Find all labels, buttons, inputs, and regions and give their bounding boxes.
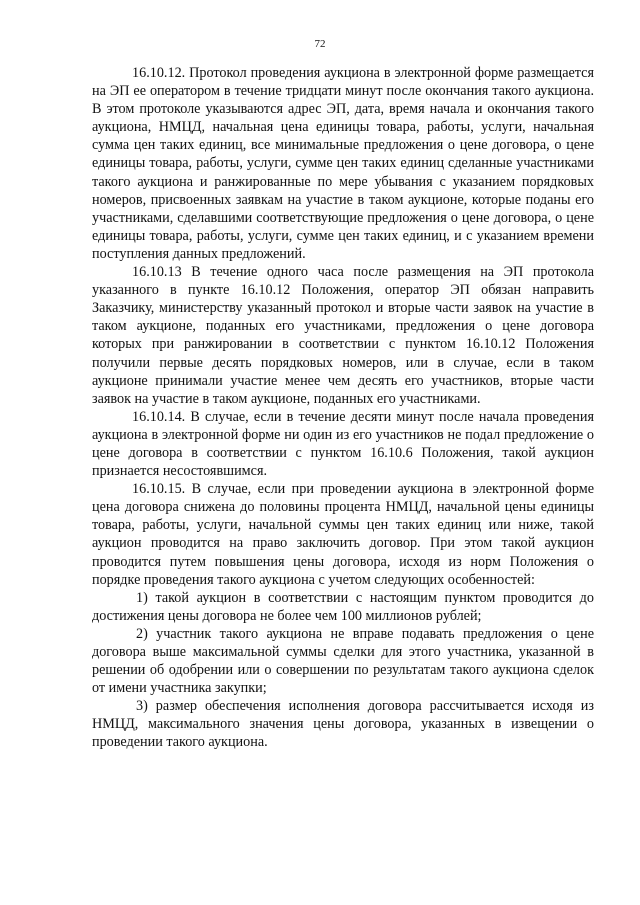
- document-body: [92, 64, 594, 752]
- page-number: 72: [314, 38, 326, 50]
- paragraph-16-10-13: 16.10.13 В течение одного часа после размещения на ЭП протокола указанного в пункте 16.10.12 Положения, оператор ЭП обязан направить Заказчику, министерству указанный протокол и вторые части заявок на участие в таком аукционе, поданных его участниками, предложения о цене договора которых при ранжировании в соответствии с пунктом 16.10.12 Положения получили первые десять порядковых номеров, или в случае, если в таком аукционе принимали участие менее чем десять его участников, вторые части заявок на участие в таком аукционе, поданных его участниками.: [92, 264, 594, 407]
- paragraph-16-10-12: 16.10.12. Протокол проведения аукциона в электронной форме размещается на ЭП ее оператором в течение тридцати минут после окончания такого аукциона. В этом протоколе указываются адрес ЭП, дата, время начала и окончания такого аукциона, НМЦД, начальная цена единицы товара, работы, услуги, начальная сумма цен таких единиц, все минимальные предложения о цене договора, о цене единицы товара, работы, услуги, сумме цен таких единиц сделанные участниками такого аукциона и ранжированные по мере убывания с указанием порядковых номеров, присвоенных заявкам на участие в таком аукционе, которые поданы его участниками, сделавшими соответствующие предложения о цене договора, о цене единицы товара, работы, услуги, сумме цен таких единиц, и с указанием времени поступления данных предложений.: [92, 65, 594, 262]
- list-item-3: 3) размер обеспечения исполнения договора рассчитывается исходя из НМЦД, максимального значения цены договора, указанных в извещении о проведении такого аукциона.: [92, 698, 594, 751]
- list-item-1: 1) такой аукцион в соответствии с настоящим пунктом проводится до достижения цены договора не более чем 100 миллионов рублей;: [92, 589, 594, 624]
- paragraph-16-10-15: 16.10.15. В случае, если при проведении аукциона в электронной форме цена договора снижена до половины процента НМЦД, начальной цены единицы товара, работы, услуги, начальной суммы цен таких единиц или ниже, такой аукцион проводится на право заключить договор. При этом такой аукцион проводится путем повышения цены договора, исходя из норм Положения о порядке проведения такого аукциона с учетом следующих особенностей:: [92, 481, 594, 588]
- paragraph-16-10-14: 16.10.14. В случае, если в течение десяти минут после начала проведения аукциона в электронной форме ни один из его участников не подал предложение о цене договора в соответствии с пунктом 16.10.6 Положения, такой аукцион признается несостоявшимся.: [92, 408, 594, 480]
- list-item-2: 2) участник такого аукциона не вправе подавать предложения о цене договора выше максимальной суммы сделки для этого участника, указанной в решении об одобрении или о совершении по результатам такого аукциона сделок от имени участника закупки;: [92, 625, 594, 697]
